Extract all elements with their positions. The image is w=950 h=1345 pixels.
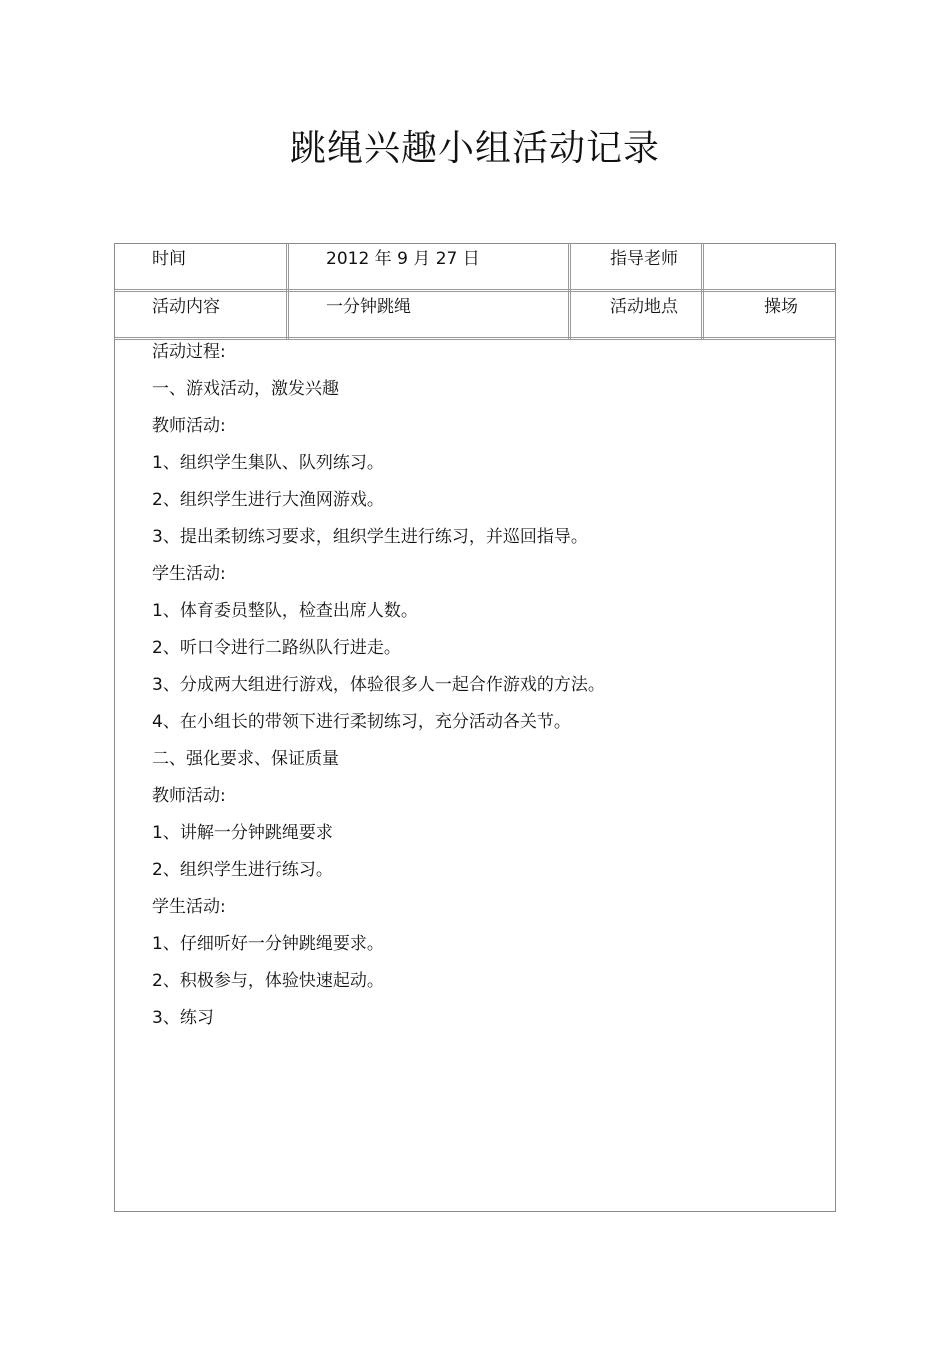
activity-process bbox=[152, 341, 812, 1044]
document-title: 跳绳兴趣小组活动记录 bbox=[289, 128, 660, 169]
content-value: 一分钟跳绳 bbox=[326, 297, 411, 317]
column-divider-2 bbox=[568, 243, 571, 339]
column-divider-3 bbox=[701, 243, 704, 339]
process-line: 一、游戏活动，激发兴趣 bbox=[152, 379, 339, 399]
process-line: 3、分成两大组进行游戏，体验很多人一起合作游戏的方法。 bbox=[152, 675, 605, 695]
process-line: 教师活动: bbox=[152, 416, 226, 436]
process-line: 学生活动: bbox=[152, 564, 226, 584]
process-line: 2、组织学生进行大渔网游戏。 bbox=[152, 490, 384, 510]
process-line: 1、讲解一分钟跳绳要求 bbox=[152, 823, 333, 843]
process-line: 1、体育委员整队，检查出席人数。 bbox=[152, 601, 418, 621]
process-line: 1、组织学生集队、队列练习。 bbox=[152, 453, 384, 473]
process-line: 4、在小组长的带领下进行柔韧练习，充分活动各关节。 bbox=[152, 712, 571, 732]
content-label: 活动内容 bbox=[152, 297, 220, 317]
teacher-label: 指导老师 bbox=[610, 249, 678, 269]
process-line: 3、练习 bbox=[152, 1008, 214, 1028]
process-line: 活动过程: bbox=[152, 342, 226, 362]
process-line: 2、听口令进行二路纵队行进走。 bbox=[152, 638, 401, 658]
row-divider-1 bbox=[114, 289, 836, 292]
location-label: 活动地点 bbox=[610, 297, 678, 317]
time-label: 时间 bbox=[152, 249, 186, 269]
process-line: 二、强化要求、保证质量 bbox=[152, 749, 339, 769]
column-divider-1 bbox=[286, 243, 289, 339]
process-line: 2、积极参与，体验快速起动。 bbox=[152, 971, 384, 991]
process-line: 教师活动: bbox=[152, 786, 226, 806]
process-line: 2、组织学生进行练习。 bbox=[152, 860, 333, 880]
activity-record-table bbox=[114, 243, 836, 1212]
location-value: 操场 bbox=[764, 297, 798, 317]
process-line: 3、提出柔韧练习要求，组织学生进行练习，并巡回指导。 bbox=[152, 527, 588, 547]
process-line: 学生活动: bbox=[152, 897, 226, 917]
time-value: 2012 年 9 月 27 日 bbox=[326, 249, 480, 269]
row-divider-2 bbox=[114, 337, 836, 340]
process-line: 1、仔细听好一分钟跳绳要求。 bbox=[152, 934, 384, 954]
